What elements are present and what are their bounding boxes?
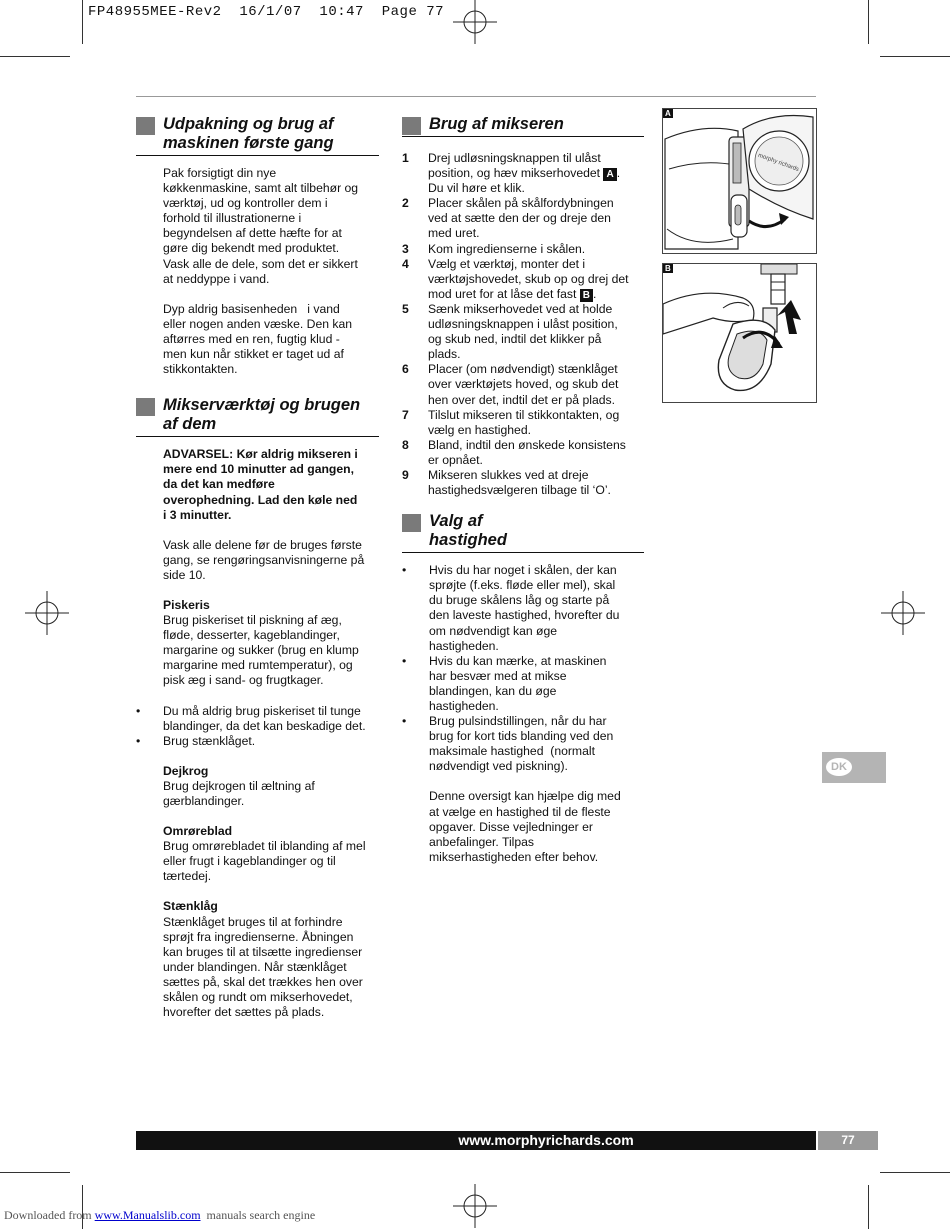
beater-section: Omrøreblad Brug omrørebladet til iblanding af mel eller frugt i kageblandinger og til tærtedej. (163, 824, 379, 884)
section-title-speed: Valg af hastighed (402, 512, 644, 553)
list-item: • Brug pulsindstillingen, når du har brug for kort tids blanding ved den maksimale hastighed (normalt nødvendigt ved piskning). (402, 714, 614, 774)
dough-hook-section: Dejkrog Brug dejkrogen til æltning af gærblandinger. (163, 764, 379, 809)
mixer-head-release-illustration (663, 109, 816, 253)
paragraph: Pak forsigtigt din nye køkkenmaskine, samt alt tilbehør og værktøj, ud og kontroller dem i forhold til illustrationerne i begyndelsen af dette hæfte for at gøre dig bekendt med produktet. Vask alle de dele, som det er sikkert at neddyppe i vand. (163, 166, 359, 286)
subheading-dough-hook: Dejkrog (163, 763, 209, 778)
top-rule (136, 96, 816, 97)
paragraph: Denne oversigt kan hjælpe dig med at vælge en hastighed til de fleste opgaver. Disse vejledninger er anbefalinger. Tilpas mikserhastigheden efter behov. (429, 789, 621, 864)
registration-mark-bottom (453, 1184, 497, 1228)
print-slug: FP48955MEE-Rev2 16/1/07 10:47 Page 77 (88, 4, 445, 20)
subheading-whisk: Piskeris (163, 597, 210, 612)
step-item: 3 Kom ingredienserne i skålen. (402, 241, 586, 256)
section-body-unpacking (136, 166, 379, 377)
section-square-icon (136, 398, 155, 416)
figure-b (662, 263, 817, 403)
attach-tool-illustration (663, 264, 816, 402)
figure-b-label: B (665, 264, 671, 273)
manualslib-link[interactable]: www.Manualslib.com (94, 1208, 201, 1222)
section-body-speed (402, 563, 644, 865)
section-body-tools (136, 447, 379, 1020)
column-left (136, 115, 379, 1020)
step-item: 4 Vælg et værktøj, monter det i værktøjshovedet, skub op og drej det mod uret for at låse det fast B . (402, 256, 629, 301)
figure-a-label: A (665, 109, 671, 118)
step-item: 5 Sænk mikserhovedet ved at holde udløsningsknappen i ulåst position, og skub ned, indtil det klikker på plads. (402, 301, 618, 362)
bullet-list (402, 563, 644, 774)
subheading-splash-guard: Stænklåg (163, 899, 218, 914)
warning-text: ADVARSEL: Kør aldrig mikseren i mere end 10 minutter ad gangen, da det kan medføre overophedning. Lad den køle ned i 3 minutter. (163, 447, 358, 522)
footer-bar (136, 1131, 816, 1150)
step-item: 1 Drej udløsningsknappen til ulåst position, og hæv mikserhovedet A . Du vil høre et klik. (402, 151, 621, 196)
language-tab-label: DK (826, 758, 852, 776)
brand-logo-text: morphy richards (757, 152, 800, 174)
list-item: • Hvis du kan mærke, at maskinen har besvær med at mikse blandingen, kan du øge hastigheden. (402, 653, 607, 713)
paragraph: Vask alle delene før de bruges første gang, se rengøringsanvisningerne på side 10. (163, 537, 365, 582)
section-square-icon (402, 117, 421, 135)
step-item: 2 Placer skålen på skålfordybningen ved at sætte den der og dreje den med uret. (402, 196, 614, 241)
step-item: 6 Placer (om nødvendigt) stænklåget over værktøjets hoved, og skub det hen over det, indtil det er på plads. (402, 362, 619, 407)
section-title-tools: Mikserværktøj og brugen af dem (136, 396, 379, 437)
paragraph: Dyp aldrig basisenheden i vand eller nogen anden væske. Den kan aftørres med en ren, fugtig klud - men kun når stikket er taget ud af stikkontakten. (163, 301, 353, 377)
figure-a (662, 108, 817, 254)
language-tab (822, 752, 886, 783)
step-item: 7 Tilslut mikseren til stikkontakten, og vælg en hastighed. (402, 407, 620, 437)
column-middle (402, 115, 644, 865)
whisk-section: Piskeris Brug piskeriset til piskning af æg, fløde, desserter, kageblandinger, margarine og sukker (brug en klump margarine med rumtemperatur), og pisk æg i sand- og frugtkager. (163, 598, 379, 689)
bullet-list (136, 703, 379, 749)
list-item: • Brug stænklåget. (136, 733, 256, 748)
figure-ref-a: A (603, 168, 616, 181)
steps-list (402, 151, 644, 498)
section-square-icon (402, 514, 421, 532)
registration-mark-right (881, 591, 925, 635)
figure-ref-b: B (580, 289, 593, 302)
splash-guard-section: Stænklåg Stænklåget bruges til at forhindre sprøjt fra ingredienserne. Åbningen kan bruges til at tilsætte ingredienser under blandingen. Når stænklåget sættes på, skal det trækkes hen over skålen og rundt om mikserhovedet, hvorefter det sættes på plads. (163, 899, 379, 1020)
step-item: 8 Bland, indtil den ønskede konsistens er opnået. (402, 437, 626, 467)
list-item: • Du må aldrig brug piskeriset til tunge blandinger, da det kan beskadige det. (136, 703, 366, 733)
list-item: • Hvis du har noget i skålen, der kan sprøjte (f.eks. fløde eller mel), skal du bruge skålens låg og starte på den laveste hastighed, hvorefter du om nødvendigt kan øge hastigheden. (402, 563, 620, 653)
download-notice: Downloaded from www.Manualslib.com manuals search engine (4, 1208, 316, 1222)
subheading-beater: Omrøreblad (163, 824, 233, 839)
section-title-using: Brug af mikseren (402, 115, 644, 137)
step-item: 9 Mikseren slukkes ved at dreje hastighedsvælgeren tilbage til ‘O’. (402, 467, 611, 498)
footer-url[interactable]: www.morphyrichards.com (458, 1132, 634, 1148)
page-number: 77 (818, 1131, 878, 1150)
registration-mark-left (25, 591, 69, 635)
section-square-icon (136, 117, 155, 135)
registration-mark-top (453, 0, 497, 44)
section-title-unpacking: Udpakning og brug af maskinen første gang (136, 115, 379, 156)
